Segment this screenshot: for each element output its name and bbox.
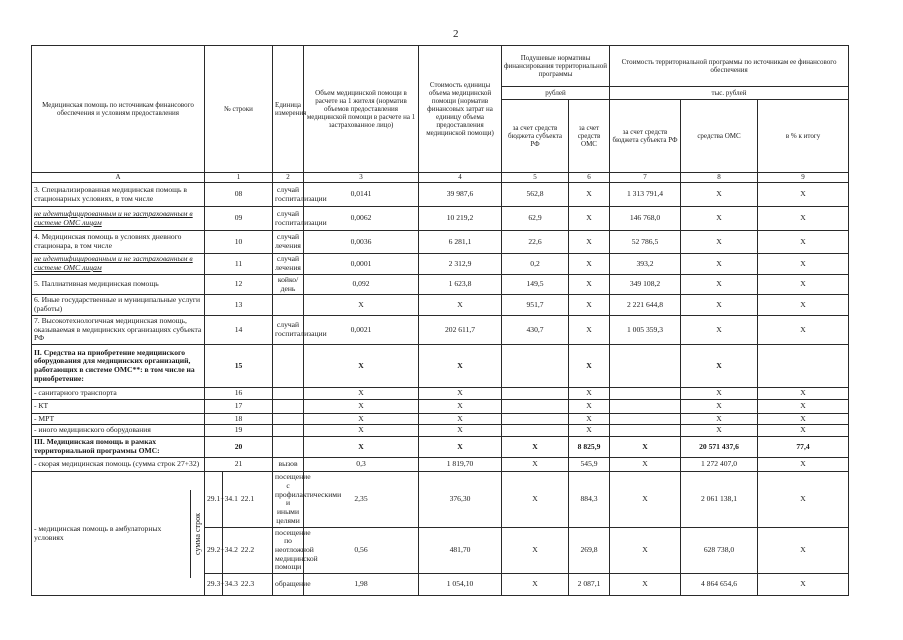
row-label: 3. Специализированная медицинская помощь в стационарных условиях, в том числе xyxy=(32,183,205,207)
row-value-vol: 0,0036 xyxy=(304,231,419,254)
row-value-vol: 2,35 xyxy=(304,472,419,527)
header-per-capita-budget: за счет средств бюджета субъекта РФ xyxy=(502,100,569,173)
row-value-po: X xyxy=(569,388,610,400)
table-row xyxy=(32,437,849,458)
header-unit-cost: Стоимость единицы объема медицинской помощи (норматив финансовых затрат на единицу объема предоставления медицинской помощи) xyxy=(419,46,502,173)
row-value-pb: 149,5 xyxy=(502,275,569,295)
row-value-pb: 62,9 xyxy=(502,207,569,231)
row-value-so: X xyxy=(681,425,758,437)
row-value-so: X xyxy=(681,231,758,254)
row-value-po: 884,3 xyxy=(569,472,610,527)
row-unit: случай госпитализации xyxy=(273,315,304,344)
row-number: 17 xyxy=(205,399,273,413)
row-value-cost: X xyxy=(419,425,502,437)
row-value-cost: X xyxy=(419,437,502,458)
row-value-so: X xyxy=(681,413,758,425)
col-number: 5 xyxy=(502,173,569,183)
row-label: - санитарного транспорта xyxy=(32,388,205,400)
row-unit xyxy=(273,345,304,388)
header-per-capita: Подушевые нормативы финансирования территориальной программы xyxy=(502,46,610,87)
row-value-pct: X xyxy=(758,527,849,574)
row-value-pb: 0,2 xyxy=(502,254,569,275)
row-label: III. Медицинская помощь в рамках территориальной программы ОМС: xyxy=(32,437,205,458)
table-row xyxy=(32,425,849,437)
row-value-so: 2 061 138,1 xyxy=(681,472,758,527)
row-value-sb: 52 786,5 xyxy=(610,231,681,254)
row-value-vol: X xyxy=(304,388,419,400)
row-number: 18 xyxy=(205,413,273,425)
row-number: 22.2 xyxy=(223,527,273,574)
row-value-po: X xyxy=(569,413,610,425)
row-number: 10 xyxy=(205,231,273,254)
row-number: 20 xyxy=(205,437,273,458)
sum-rows-label: сумма строк xyxy=(192,512,202,555)
row-unit xyxy=(273,413,304,425)
row-unit: случай госпитализации xyxy=(273,207,304,231)
row-label: II. Средства на приобретение медицинского оборудования для медицинских организаций, работающих в системе ОМС**: в том числе на приобретение: xyxy=(32,345,205,388)
header-cost-oms: средства ОМС xyxy=(681,100,758,173)
row-label: - КТ xyxy=(32,399,205,413)
table-row xyxy=(32,183,849,207)
row-value-cost: 1 819,70 xyxy=(419,458,502,472)
ambulatory-label: - медицинская помощь в амбулаторных условиях xyxy=(34,523,162,542)
row-unit: случай госпитализации xyxy=(273,183,304,207)
row-value-pb xyxy=(502,388,569,400)
row-value-so: X xyxy=(681,207,758,231)
row-value-vol: X xyxy=(304,425,419,437)
row-value-vol: X xyxy=(304,295,419,315)
table-row xyxy=(32,315,849,344)
row-value-cost: 2 312,9 xyxy=(419,254,502,275)
row-value-vol: X xyxy=(304,399,419,413)
table-row xyxy=(32,388,849,400)
row-unit xyxy=(273,388,304,400)
row-value-pb xyxy=(502,425,569,437)
row-value-sb: 1 313 791,4 xyxy=(610,183,681,207)
row-number: 15 xyxy=(205,345,273,388)
col-number: 7 xyxy=(610,173,681,183)
col-number: 9 xyxy=(758,173,849,183)
row-value-po: X xyxy=(569,275,610,295)
row-value-po: X xyxy=(569,254,610,275)
table-row xyxy=(32,231,849,254)
col-number: 6 xyxy=(569,173,610,183)
header-thousand-rubles: тыс. рублей xyxy=(610,87,849,100)
row-value-sb: 2 221 644,8 xyxy=(610,295,681,315)
row-value-sb xyxy=(610,399,681,413)
row-label: - иного медицинского оборудования xyxy=(32,425,205,437)
row-value-cost: X xyxy=(419,413,502,425)
row-value-pct: X xyxy=(758,254,849,275)
row-value-cost: 481,70 xyxy=(419,527,502,574)
row-value-pb: X xyxy=(502,527,569,574)
row-reference: 29.1+34.1 xyxy=(205,472,223,527)
header-program-cost: Стоимость территориальной программы по источникам ее финансового обеспечения xyxy=(610,46,849,87)
row-value-so: X xyxy=(681,275,758,295)
row-value-so: X xyxy=(681,254,758,275)
row-value-so: X xyxy=(681,388,758,400)
row-value-so: X xyxy=(681,315,758,344)
row-value-cost: 1 623,8 xyxy=(419,275,502,295)
table-row xyxy=(32,399,849,413)
row-value-pct: X xyxy=(758,425,849,437)
row-value-pct: X xyxy=(758,388,849,400)
row-value-so: 4 864 654,6 xyxy=(681,574,758,596)
row-value-pb: 430,7 xyxy=(502,315,569,344)
row-label: - МРТ xyxy=(32,413,205,425)
row-value-pct: X xyxy=(758,315,849,344)
row-value-vol: 0,0021 xyxy=(304,315,419,344)
header-row-1 xyxy=(32,46,849,87)
row-value-vol: X xyxy=(304,413,419,425)
row-value-sb: X xyxy=(610,458,681,472)
table-row xyxy=(32,472,849,527)
row-value-vol: X xyxy=(304,437,419,458)
row-unit: койко/день xyxy=(273,275,304,295)
header-per-capita-oms: за счет средств ОМС xyxy=(569,100,610,173)
row-value-pct: 77,4 xyxy=(758,437,849,458)
row-value-sb: 349 108,2 xyxy=(610,275,681,295)
row-value-cost: 202 611,7 xyxy=(419,315,502,344)
page-number: 2 xyxy=(453,28,459,40)
row-label: - скорая медицинская помощь (сумма строк 27+32) xyxy=(32,458,205,472)
header-rubles: рублей xyxy=(502,87,610,100)
row-value-so: X xyxy=(681,345,758,388)
row-unit xyxy=(273,399,304,413)
row-value-vol: 0,0001 xyxy=(304,254,419,275)
row-number: 16 xyxy=(205,388,273,400)
row-value-sb xyxy=(610,425,681,437)
row-value-vol: 0,0062 xyxy=(304,207,419,231)
row-value-pct: X xyxy=(758,413,849,425)
row-unit: посещение по неотложной медицинской помощи xyxy=(273,527,304,574)
row-value-sb: X xyxy=(610,437,681,458)
row-number: 19 xyxy=(205,425,273,437)
row-reference: 29.3+34.3 xyxy=(205,574,223,596)
row-value-pb: X xyxy=(502,472,569,527)
row-unit xyxy=(273,437,304,458)
row-value-so: X xyxy=(681,399,758,413)
row-value-cost: X xyxy=(419,295,502,315)
row-number: 09 xyxy=(205,207,273,231)
row-value-pb: 951,7 xyxy=(502,295,569,315)
row-value-pb: X xyxy=(502,437,569,458)
row-value-pct xyxy=(758,345,849,388)
row-value-cost: 376,30 xyxy=(419,472,502,527)
col-number: 8 xyxy=(681,173,758,183)
row-value-sb: 393,2 xyxy=(610,254,681,275)
row-number: 12 xyxy=(205,275,273,295)
row-value-pct: X xyxy=(758,207,849,231)
row-value-pct: X xyxy=(758,275,849,295)
row-value-po: X xyxy=(569,183,610,207)
col-number: 4 xyxy=(419,173,502,183)
row-value-cost: 39 987,6 xyxy=(419,183,502,207)
table-row xyxy=(32,295,849,315)
row-value-so: 20 571 437,6 xyxy=(681,437,758,458)
row-number: 08 xyxy=(205,183,273,207)
row-value-po: X xyxy=(569,231,610,254)
header-cost-budget: за счет средств бюджета субъекта РФ xyxy=(610,100,681,173)
row-value-po: 545,9 xyxy=(569,458,610,472)
row-value-pb xyxy=(502,399,569,413)
row-label: 6. Иные государственные и муниципальные услуги (работы) xyxy=(32,295,205,315)
row-value-po: X xyxy=(569,399,610,413)
row-value-po: 2 087,1 xyxy=(569,574,610,596)
table-row xyxy=(32,254,849,275)
row-value-pct: X xyxy=(758,472,849,527)
col-number: 3 xyxy=(304,173,419,183)
header-volume: Объем медицинской помощи в расчете на 1 жителя (норматив объемов предоставления медицинской помощи в расчете на 1 застрахованное лицо) xyxy=(304,46,419,173)
row-label: 5. Паллиативная медицинская помощь xyxy=(32,275,205,295)
table-row xyxy=(32,345,849,388)
row-value-po: X xyxy=(569,425,610,437)
financing-table xyxy=(31,45,849,596)
row-value-po: 269,8 xyxy=(569,527,610,574)
row-value-pct: X xyxy=(758,458,849,472)
col-number: 1 xyxy=(205,173,273,183)
row-value-cost: X xyxy=(419,399,502,413)
row-value-pb: 22,6 xyxy=(502,231,569,254)
row-value-sb: X xyxy=(610,574,681,596)
header-row-number: № строки xyxy=(205,46,273,173)
row-label: 4. Медицинская помощь в условиях дневного стационара, в том числе xyxy=(32,231,205,254)
row-value-so: 628 738,0 xyxy=(681,527,758,574)
row-value-sb: 1 005 359,3 xyxy=(610,315,681,344)
row-value-vol: 0,092 xyxy=(304,275,419,295)
row-value-pct: X xyxy=(758,295,849,315)
row-unit: вызов xyxy=(273,458,304,472)
row-value-pct: X xyxy=(758,231,849,254)
row-value-so: 1 272 407,0 xyxy=(681,458,758,472)
column-numbers-row xyxy=(32,173,849,183)
row-number: 13 xyxy=(205,295,273,315)
row-value-pb xyxy=(502,413,569,425)
row-value-pb xyxy=(502,345,569,388)
row-value-pb: X xyxy=(502,574,569,596)
row-value-sb xyxy=(610,413,681,425)
row-value-cost: 6 281,1 xyxy=(419,231,502,254)
row-value-vol: 0,0141 xyxy=(304,183,419,207)
row-value-vol: 1,98 xyxy=(304,574,419,596)
row-label: 7. Высокотехнологичная медицинская помощь, оказываемая в медицинских организациях субъекта РФ xyxy=(32,315,205,344)
row-value-pct: X xyxy=(758,183,849,207)
row-unit: случай лечения xyxy=(273,231,304,254)
row-number: 22.3 xyxy=(223,574,273,596)
row-value-cost: X xyxy=(419,345,502,388)
row-value-po: X xyxy=(569,345,610,388)
row-value-po: X xyxy=(569,315,610,344)
row-value-pb: X xyxy=(502,458,569,472)
row-value-pct: X xyxy=(758,399,849,413)
header-percent: в % к итогу xyxy=(758,100,849,173)
table-row xyxy=(32,458,849,472)
row-unit xyxy=(273,425,304,437)
table-row xyxy=(32,207,849,231)
row-label: не идентифицированным и не застрахованным в системе ОМС лицам xyxy=(32,207,205,231)
row-number: 22.1 xyxy=(223,472,273,527)
row-value-po: 8 825,9 xyxy=(569,437,610,458)
table-row xyxy=(32,275,849,295)
col-number: 2 xyxy=(273,173,304,183)
row-value-vol: 0,56 xyxy=(304,527,419,574)
row-value-sb: X xyxy=(610,472,681,527)
row-number: 21 xyxy=(205,458,273,472)
row-value-sb: 146 768,0 xyxy=(610,207,681,231)
row-value-sb: X xyxy=(610,527,681,574)
row-number: 14 xyxy=(205,315,273,344)
row-value-po: X xyxy=(569,295,610,315)
row-value-sb xyxy=(610,388,681,400)
row-value-vol: 0,3 xyxy=(304,458,419,472)
row-reference: 29.2+34.2 xyxy=(205,527,223,574)
col-number: А xyxy=(32,173,205,183)
table-row xyxy=(32,413,849,425)
ambulatory-label-cell xyxy=(32,472,205,596)
row-unit xyxy=(273,295,304,315)
row-unit: посещение с профилактическими и иными целями xyxy=(273,472,304,527)
row-value-so: X xyxy=(681,295,758,315)
row-value-cost: 1 054,10 xyxy=(419,574,502,596)
header-service: Медицинская помощь по источникам финансового обеспечения и условиям предоставления xyxy=(32,46,205,173)
row-value-po: X xyxy=(569,207,610,231)
row-value-sb xyxy=(610,345,681,388)
row-number: 11 xyxy=(205,254,273,275)
row-label: не идентифицированным и не застрахованным в системе ОМС лицам xyxy=(32,254,205,275)
row-unit: случай лечения xyxy=(273,254,304,275)
row-value-cost: X xyxy=(419,388,502,400)
row-value-pb: 562,8 xyxy=(502,183,569,207)
row-value-vol: X xyxy=(304,345,419,388)
row-unit: обращение xyxy=(273,574,304,596)
header-unit: Единица измерения xyxy=(273,46,304,173)
row-value-so: X xyxy=(681,183,758,207)
row-value-pct: X xyxy=(758,574,849,596)
row-value-cost: 10 219,2 xyxy=(419,207,502,231)
